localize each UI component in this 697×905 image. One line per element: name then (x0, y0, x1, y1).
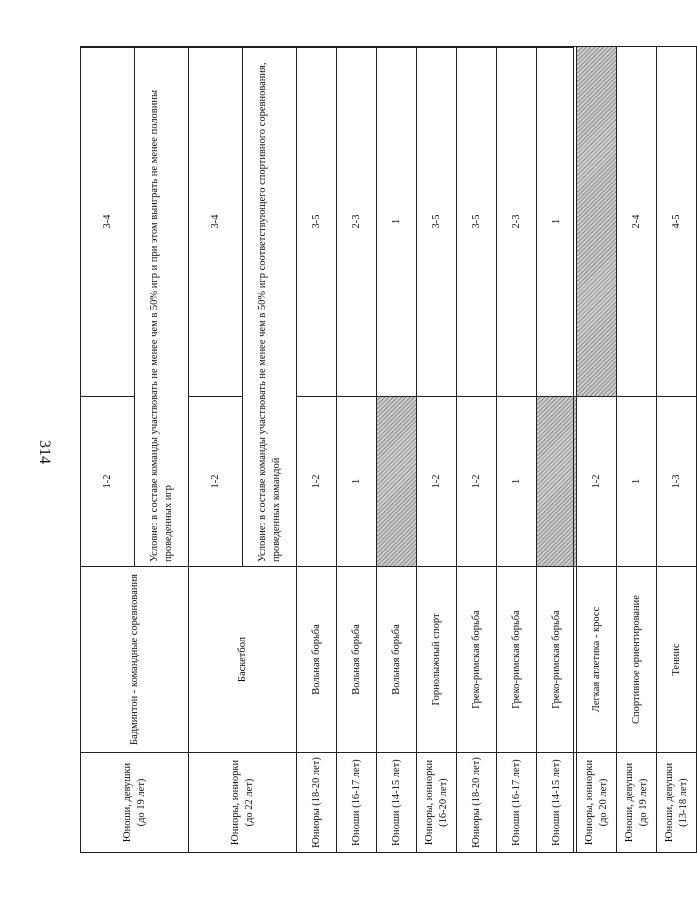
page-number: 314 (36, 440, 53, 464)
table-row (497, 47, 537, 853)
places-b-cell: 3-5 (417, 47, 457, 397)
age-group-cell: Юноши, девушки (до 19 лет) (617, 753, 657, 853)
places-a-cell: 1 (497, 397, 537, 567)
sport-cell: Бадминтон - командные соревнования (81, 567, 189, 753)
age-group-cell: Юниоры (18-20 лет) (457, 753, 497, 853)
sports-ranking-table (80, 46, 697, 853)
age-group-cell: Юноши (14-15 лет) (377, 753, 417, 853)
age-group-cell: Юноши, девушки (13-18 лет) (657, 753, 697, 853)
sport-cell: Греко-римская борьба (457, 567, 497, 753)
age-group-cell: Юноши (14-15 лет) (537, 753, 577, 853)
table-row (457, 47, 497, 853)
places-b-cell: 2-3 (337, 47, 377, 397)
places-a-cell: 1-2 (189, 397, 243, 567)
table-row (417, 47, 457, 853)
places-b-cell: 3-5 (297, 47, 337, 397)
places-b-cell: 1 (377, 47, 417, 397)
table-row (337, 47, 377, 853)
sport-cell: Вольная борьба (377, 567, 417, 753)
places-a-cell: 1 (337, 397, 377, 567)
age-group-cell: Юниоры, юниорки (до 20 лет) (577, 753, 617, 853)
table-row (189, 47, 243, 853)
places-b-cell-empty (577, 47, 617, 397)
places-a-cell: 1-2 (577, 397, 617, 567)
places-b-cell: 3-4 (81, 47, 135, 397)
places-b-cell: 3-5 (457, 47, 497, 397)
condition-cell-basketball: Условие: в составе команды участвовать не менее чем в 50% игр соответствующего спортивного соревнования, проведенных командой (243, 47, 297, 567)
sport-cell: Теннис (657, 567, 697, 753)
sport-cell: Спортивное ориентирование (617, 567, 657, 753)
sport-cell: Вольная борьба (297, 567, 337, 753)
age-group-cell: Юниоры (18-20 лет) (297, 753, 337, 853)
rotated-table-frame (80, 47, 689, 853)
places-b-cell: 3-4 (189, 47, 243, 397)
sport-cell: Легкая атлетика - кросс (577, 567, 617, 753)
places-a-cell: 1-3 (657, 397, 697, 567)
table-row (617, 47, 657, 853)
table-row (297, 47, 337, 853)
age-group-cell: Юноши (16-17 лет) (497, 753, 537, 853)
places-b-cell: 1 (537, 47, 577, 397)
table-row (577, 47, 617, 853)
sport-cell: Горнолыжный спорт (417, 567, 457, 753)
table-row (81, 47, 135, 853)
sport-cell: Баскетбол (189, 567, 297, 753)
places-a-cell: 1-2 (81, 397, 135, 567)
sport-cell: Греко-римская борьба (537, 567, 577, 753)
table-row (537, 47, 577, 853)
places-b-cell: 2-3 (497, 47, 537, 397)
places-b-cell: 4-5 (657, 47, 697, 397)
places-a-cell: 1-2 (417, 397, 457, 567)
places-a-cell: 1-2 (297, 397, 337, 567)
age-group-cell: Юниоры, юниорки (до 22 лет) (189, 753, 297, 853)
places-b-cell: 2-4 (617, 47, 657, 397)
places-a-cell: 1 (617, 397, 657, 567)
places-a-cell-empty (377, 397, 417, 567)
sport-cell: Вольная борьба (337, 567, 377, 753)
age-group-cell: Юниоры, юниорки (16-20 лет) (417, 753, 457, 853)
document-sheet (80, 47, 689, 853)
places-a-cell-empty (537, 397, 577, 567)
table-row (377, 47, 417, 853)
sport-cell: Греко-римская борьба (497, 567, 537, 753)
age-group-cell: Юноши, девушки (до 19 лет) (81, 753, 189, 853)
condition-cell-badminton: Условие: в составе команды участвовать не менее чем в 50% игр и при этом выиграть не менее половины проведенных игр (135, 47, 189, 567)
places-a-cell: 1-2 (457, 397, 497, 567)
table-row (657, 47, 697, 853)
age-group-cell: Юноши (16-17 лет) (337, 753, 377, 853)
